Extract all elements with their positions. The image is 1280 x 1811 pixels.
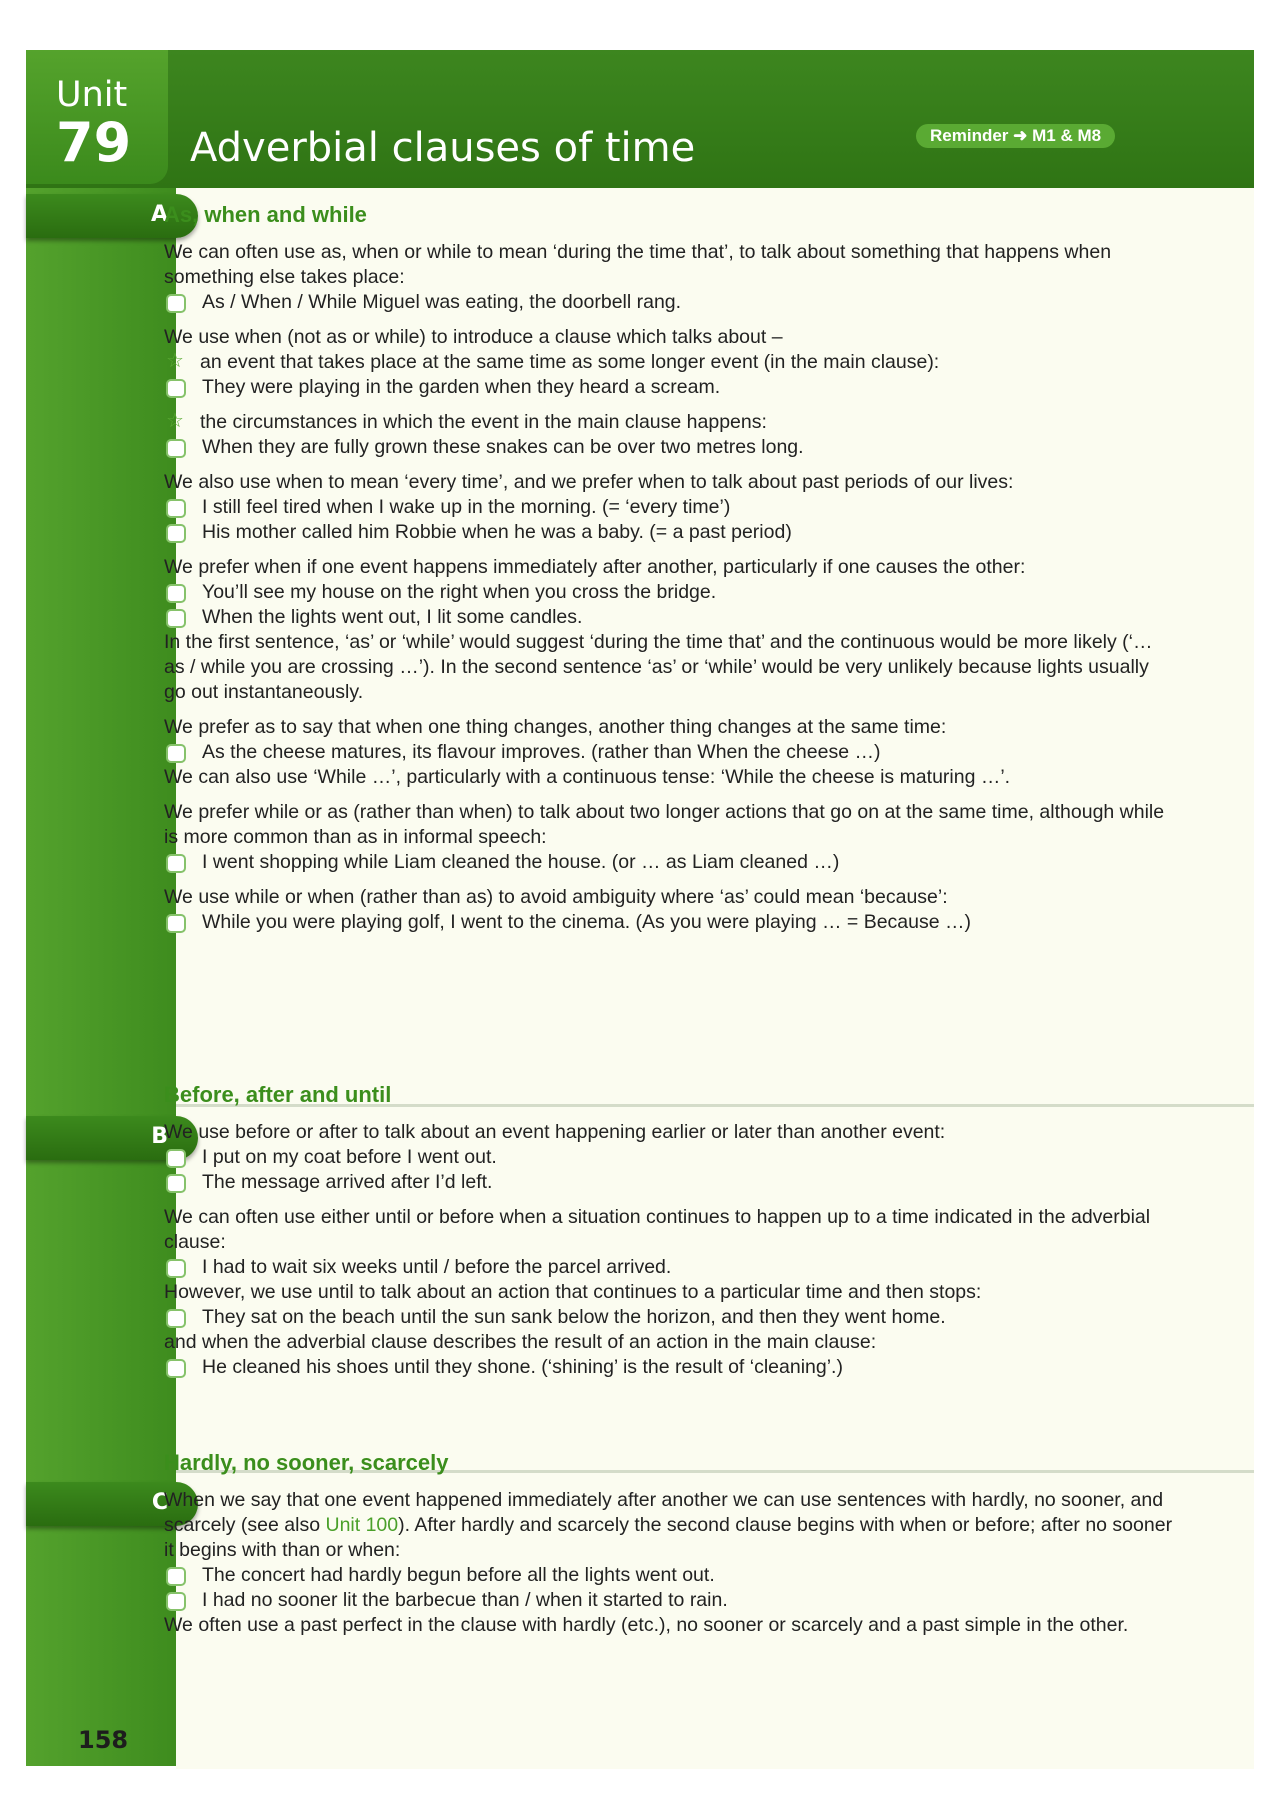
section-a-paragraph: We use when (not as or while) to introduce a clause which talks about – — [164, 326, 783, 348]
example-sentence: I went shopping while Liam cleaned the house. (or … as Liam cleaned …) — [164, 850, 1174, 875]
star-bullet-item: ☆ the circumstances in which the event in the main clause happens: — [164, 410, 1174, 435]
section-a-paragraph: In the first sentence, ‘as’ or ‘while’ would suggest ‘during the time that’ and the continuous would be more likely (‘… as / while you are crossing …’). In the second sentence ‘as’ or ‘while’ would be very unlikely because lights usually go out instantaneously. — [164, 631, 1153, 703]
example-sentence: They sat on the beach until the sun sank below the horizon, and then they went home. — [164, 1305, 1174, 1330]
example-sentence: He cleaned his shoes until they shone. (‘shining’ is the result of ‘cleaning’.) — [164, 1355, 1174, 1380]
example-sentence: As the cheese matures, its flavour improves. (rather than When the cheese …) — [164, 740, 1174, 765]
example-sentence: I put on my coat before I went out. — [164, 1145, 1174, 1170]
unit-100-link[interactable]: Unit 100 — [325, 1514, 399, 1536]
section-c-heading: Hardly, no sooner, scarcely — [164, 1450, 449, 1475]
section-tab-a: A — [26, 194, 198, 238]
example-sentence: His mother called him Robbie when he was a baby. (= a past period) — [164, 520, 1174, 545]
example-sentence: The concert had hardly begun before all the lights went out. — [164, 1563, 1174, 1588]
section-c-paragraph: When we say that one event happened immediately after another we can use sentences with hardly, no sooner, and scarcely (see also Unit 100). After hardly and scarcely the second clause begins with when or before; after no sooner it begins with than or when: — [164, 1489, 1173, 1561]
section-b-paragraph: We use before or after to talk about an event happening earlier or later than another event: — [164, 1121, 946, 1143]
section-a-paragraph: We prefer while or as (rather than when) to talk about two longer actions that go on at the same time, although while is more common than as in informal speech: — [164, 801, 1165, 848]
reminder-label: Reminder — [930, 126, 1009, 145]
reminder-refs: M1 & M8 — [1032, 126, 1102, 145]
section-a-paragraph: We prefer as to say that when one thing changes, another thing changes at the same time: — [164, 716, 947, 738]
section-a-paragraph: We can also use ‘While …’, particularly with a continuous tense: ‘While the cheese is maturing …’. — [164, 766, 1011, 788]
page-number: 158 — [78, 1726, 129, 1754]
reminder-badge — [916, 124, 1115, 148]
section-b-heading: Before, after and until — [164, 1082, 392, 1107]
section-b-paragraph: We can often use either until or before when a situation continues to happen up to a time indicated in the adverbial clause: — [164, 1206, 1151, 1253]
example-sentence: When the lights went out, I lit some candles. — [164, 605, 1174, 630]
arrow-right-icon: ➜ — [1013, 126, 1028, 145]
example-sentence: You’ll see my house on the right when you cross the bridge. — [164, 580, 1174, 605]
section-a-paragraph: We also use when to mean ‘every time’, and we prefer when to talk about past periods of our lives: — [164, 471, 1014, 493]
section-b-paragraph: However, we use until to talk about an action that continues to a particular time and then stops: — [164, 1281, 982, 1303]
section-a-paragraph: We prefer when if one event happens immediately after another, particularly if one causes the other: — [164, 556, 1026, 578]
example-sentence: As / When / While Miguel was eating, the doorbell rang. — [164, 290, 1174, 315]
page-title: Adverbial clauses of time — [190, 125, 696, 171]
section-tab-c: C — [26, 1482, 198, 1526]
example-sentence: They were playing in the garden when they heard a scream. — [164, 375, 1174, 400]
example-sentence: I had no sooner lit the barbecue than / when it started to rain. — [164, 1588, 1174, 1613]
section-a-paragraph: We can often use as, when or while to mean ‘during the time that’, to talk about something that happens when something else takes place: — [164, 241, 1112, 288]
section-c-paragraph: We often use a past perfect in the clause with hardly (etc.), no sooner or scarcely and a past simple in the other. — [164, 1614, 1129, 1636]
unit-number: 79 — [56, 111, 132, 174]
example-sentence: The message arrived after I’d left. — [164, 1170, 1174, 1195]
section-c — [164, 1448, 1174, 1638]
sidebar — [26, 188, 176, 1766]
section-tab-b: B — [26, 1116, 198, 1160]
unit-badge — [26, 50, 168, 184]
example-sentence: I had to wait six weeks until / before the parcel arrived. — [164, 1255, 1174, 1280]
section-b — [164, 1080, 1174, 1380]
section-a-heading: As, when and while — [164, 202, 367, 227]
example-sentence: When they are fully grown these snakes can be over two metres long. — [164, 435, 1174, 460]
star-bullet-item: ☆ an event that takes place at the same time as some longer event (in the main clause): — [164, 350, 1174, 375]
example-sentence: I still feel tired when I wake up in the morning. (= ‘every time’) — [164, 495, 1174, 520]
section-a — [164, 200, 1174, 935]
section-a-paragraph: We use while or when (rather than as) to avoid ambiguity where ‘as’ could mean ‘because’: — [164, 886, 948, 908]
unit-label: Unit — [56, 75, 128, 115]
section-b-paragraph: and when the adverbial clause describes the result of an action in the main clause: — [164, 1331, 877, 1353]
example-sentence: While you were playing golf, I went to the cinema. (As you were playing … = Because …) — [164, 910, 1174, 935]
unit-header — [26, 50, 1254, 188]
